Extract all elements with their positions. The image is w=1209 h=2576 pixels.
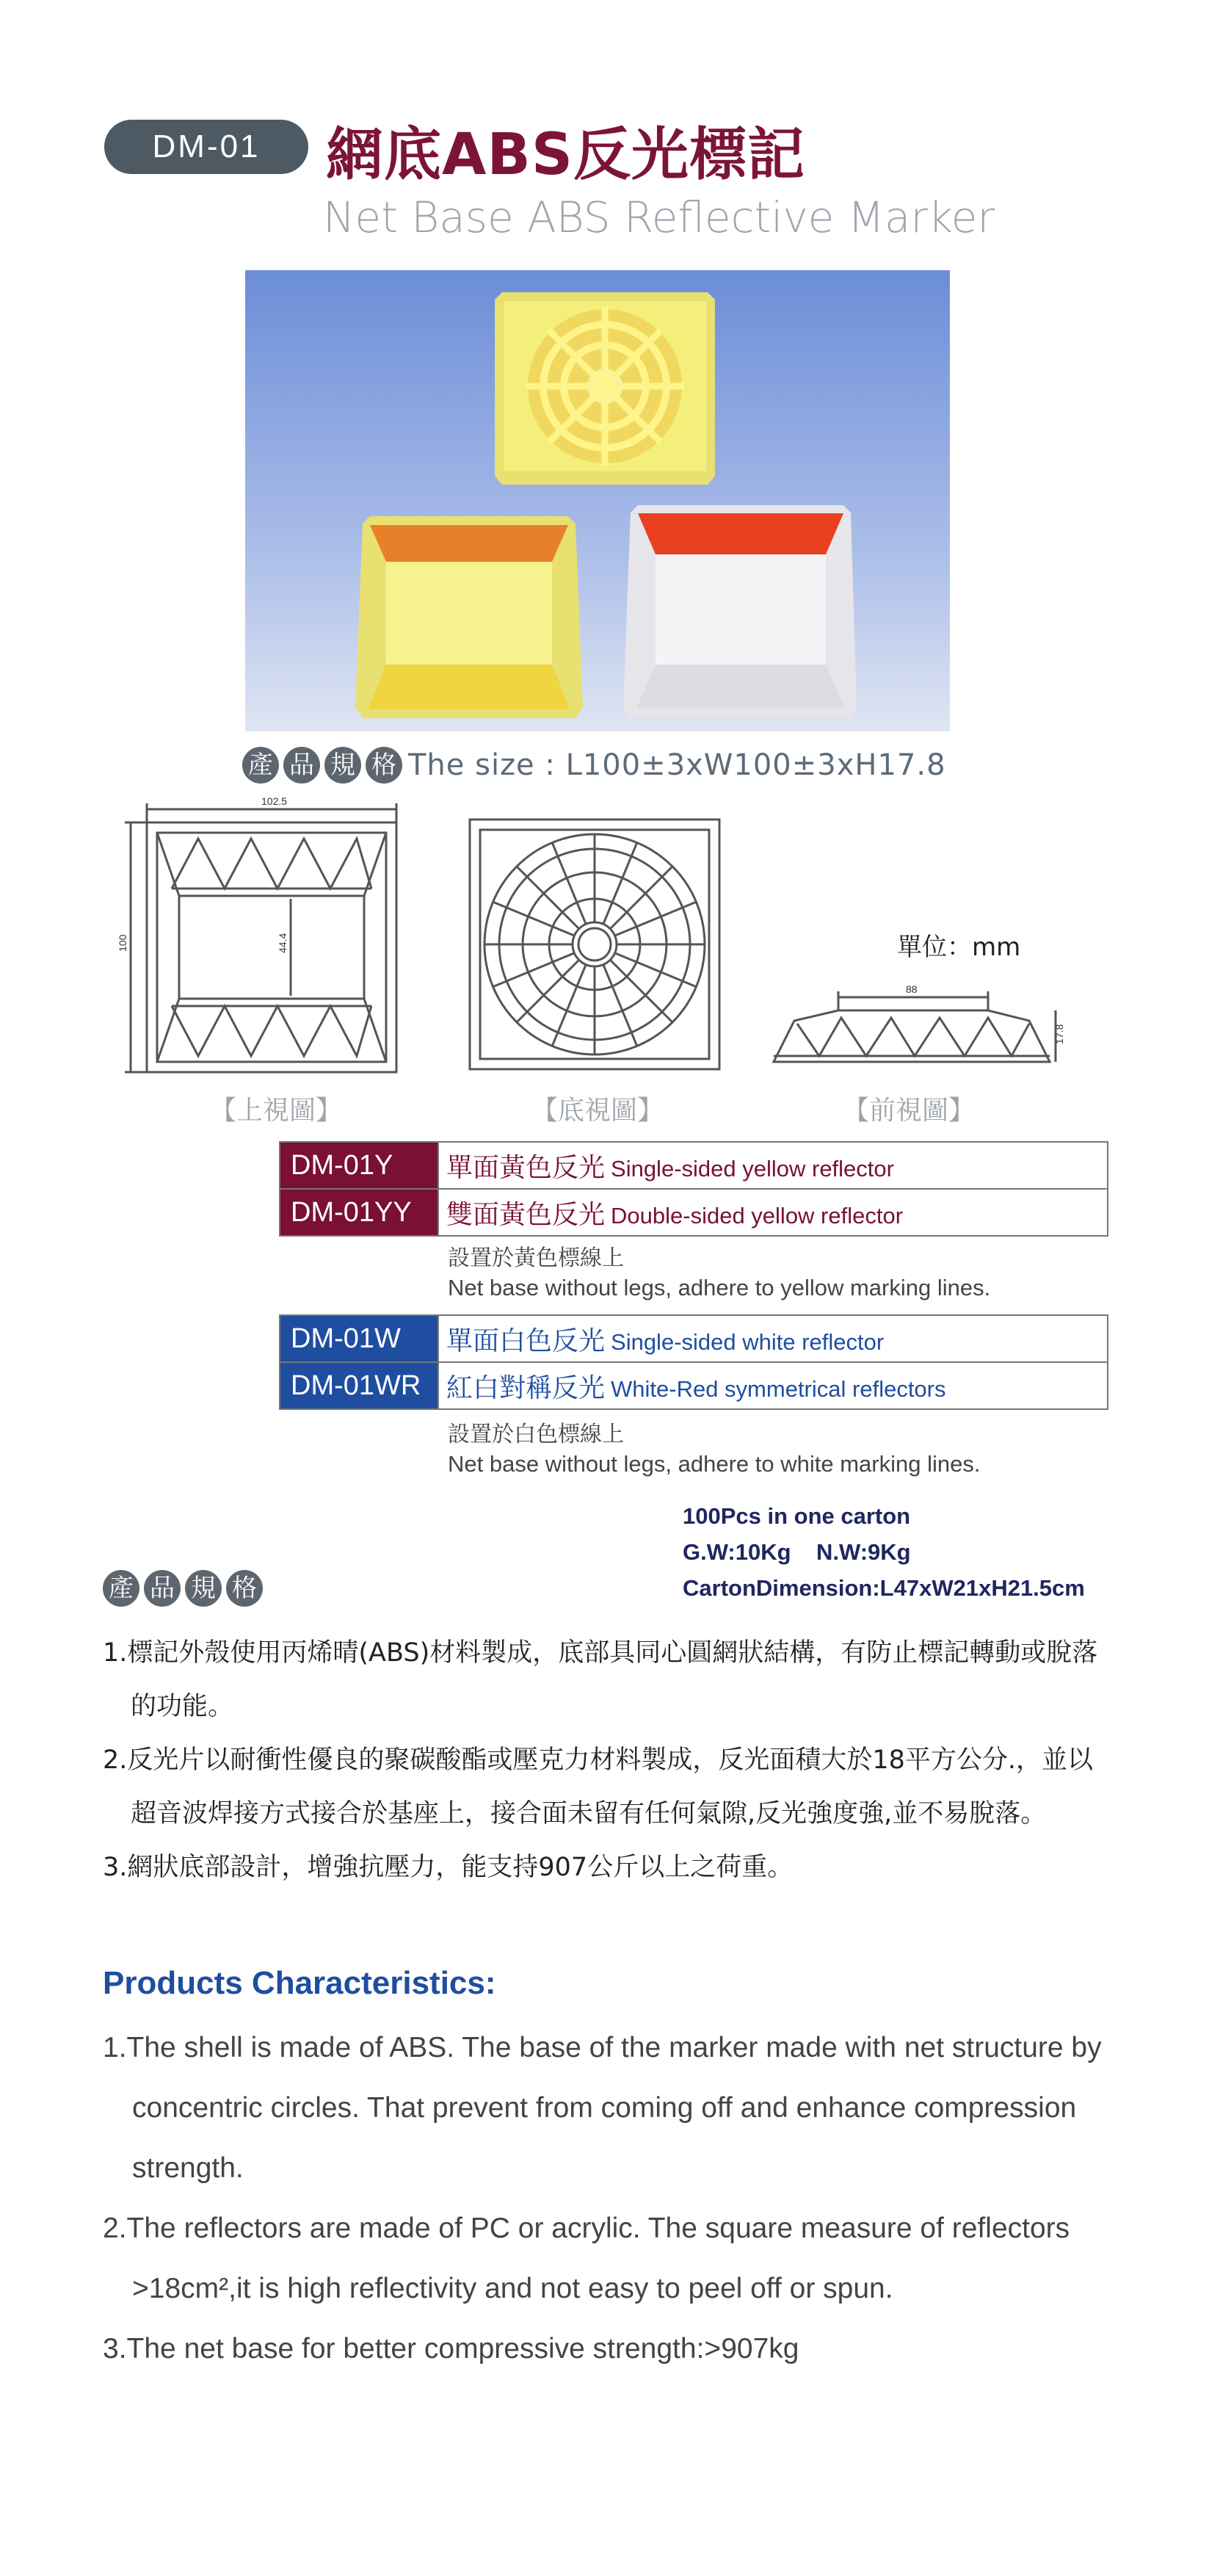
zh-point: 3.網狀底部設計，增強抗壓力，能支持907公斤以上之荷重。 bbox=[103, 1853, 794, 1882]
model-desc-zh: 單面白色反光 bbox=[446, 1325, 606, 1356]
spec-char: 產 bbox=[242, 747, 279, 784]
bottom-view-drawing bbox=[467, 817, 731, 1081]
carton-dimension: CartonDimension:L47xW21xH21.5cm bbox=[683, 1575, 1085, 1601]
table-row bbox=[280, 1142, 1108, 1189]
product-spec-heading bbox=[103, 1570, 263, 1607]
white-note-zh: 設置於白色標線上 bbox=[448, 1422, 624, 1447]
size-spec: The size : L100±3xW100±3xH17.8 bbox=[408, 748, 946, 782]
top-view-drawing bbox=[117, 793, 426, 1079]
model-code: DM-01WR bbox=[280, 1362, 438, 1409]
section-char: 規 bbox=[185, 1570, 222, 1607]
model-desc-en: Single-sided yellow reflector bbox=[611, 1155, 894, 1182]
section-char: 格 bbox=[226, 1570, 263, 1607]
white-note bbox=[448, 1420, 980, 1479]
spec-heading bbox=[242, 747, 402, 784]
zh-characteristics bbox=[103, 1627, 1116, 1895]
model-code: DM-01YY bbox=[280, 1189, 438, 1236]
front-view-drawing bbox=[768, 980, 1065, 1071]
products-characteristics-heading: Products Characteristics: bbox=[103, 1965, 496, 2001]
zh-point: 1.標記外殼使用丙烯晴(ABS)材料製成，底部具同心圓網狀結構，有防止標記轉動或脫落的功能。 bbox=[103, 1638, 1098, 1721]
en-point: 2.The reflectors are made of PC or acrylic. The square measure of reflectors >18cm²,it is high reflectivity and not easy to peel off or spun. bbox=[103, 2213, 1070, 2304]
spec-char: 格 bbox=[366, 747, 402, 784]
zh-point: 2.反光片以耐衝性優良的聚碳酸酯或壓克力材料製成，反光面積大於18平方公分.，並以超音波焊接方式接合於基座上，接合面未留有任何氣隙,反光強度強,並不易脫落。 bbox=[103, 1745, 1094, 1828]
white-models-table bbox=[279, 1314, 1108, 1410]
model-code: DM-01W bbox=[280, 1315, 438, 1362]
model-desc bbox=[438, 1362, 1108, 1409]
dim-top-width: 102.5 bbox=[261, 795, 288, 807]
carton-weight: G.W:10Kg N.W:9Kg bbox=[683, 1539, 911, 1565]
table-row bbox=[280, 1362, 1108, 1409]
model-desc-zh: 單面黃色反光 bbox=[446, 1152, 606, 1183]
en-point: 1.The shell is made of ABS. The base of the marker made with net structure by concentric circles. That prevent from coming off and enhance compression strength. bbox=[103, 2032, 1102, 2184]
bottom-view-caption: 【底視圖】 bbox=[531, 1096, 664, 1126]
yellow-models-table bbox=[279, 1141, 1108, 1237]
page-title-en: Net Base ABS Reflective Marker bbox=[323, 192, 995, 242]
model-desc bbox=[438, 1189, 1108, 1236]
front-view-caption: 【前視圖】 bbox=[843, 1096, 976, 1126]
model-desc-en: Double-sided yellow reflector bbox=[611, 1202, 904, 1229]
section-char: 產 bbox=[103, 1570, 139, 1607]
dim-front-width: 88 bbox=[906, 983, 918, 995]
dim-inner-height: 44.4 bbox=[277, 933, 288, 953]
model-desc bbox=[438, 1315, 1108, 1362]
model-desc-zh: 紅白對稱反光 bbox=[446, 1372, 606, 1403]
en-characteristics bbox=[103, 2018, 1130, 2379]
model-badge: DM-01 bbox=[104, 120, 308, 174]
table-row bbox=[280, 1315, 1108, 1362]
yellow-note-en: Net base without legs, adhere to yellow marking lines. bbox=[448, 1275, 991, 1300]
yellow-note-zh: 設置於黃色標線上 bbox=[448, 1245, 624, 1271]
model-desc-en: Single-sided white reflector bbox=[611, 1328, 885, 1355]
yellow-note bbox=[448, 1244, 990, 1303]
table-row bbox=[280, 1189, 1108, 1236]
spec-char: 品 bbox=[283, 747, 320, 784]
page-title-zh: 網底ABS反光標記 bbox=[326, 122, 805, 188]
product-photo bbox=[245, 270, 950, 731]
model-desc-zh: 雙面黃色反光 bbox=[446, 1199, 606, 1230]
spec-char: 規 bbox=[324, 747, 361, 784]
model-code: DM-01Y bbox=[280, 1142, 438, 1189]
spec-row bbox=[242, 743, 946, 787]
en-point: 3.The net base for better compressive strength:>907kg bbox=[103, 2333, 799, 2365]
dim-top-height: 100 bbox=[117, 934, 128, 952]
section-char: 品 bbox=[144, 1570, 181, 1607]
unit-label: 單位：mm bbox=[897, 933, 1021, 962]
model-desc-en: White-Red symmetrical reflectors bbox=[611, 1375, 946, 1402]
white-note-en: Net base without legs, adhere to white marking lines. bbox=[448, 1451, 981, 1477]
carton-qty: 100Pcs in one carton bbox=[683, 1503, 911, 1529]
top-view-caption: 【上視圖】 bbox=[210, 1096, 343, 1126]
model-desc bbox=[438, 1142, 1108, 1189]
dim-front-height: 17.8 bbox=[1053, 1024, 1065, 1044]
carton-info bbox=[683, 1498, 1085, 1606]
